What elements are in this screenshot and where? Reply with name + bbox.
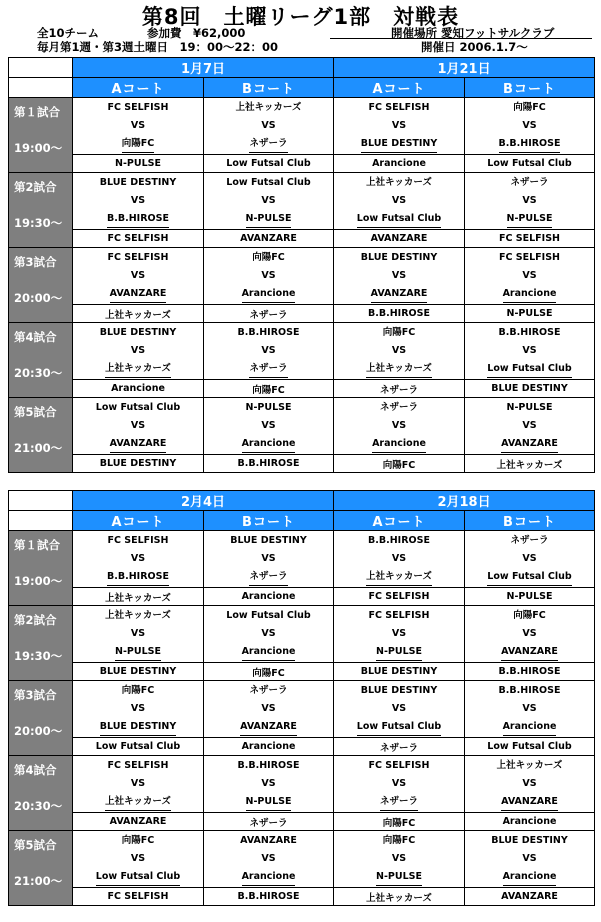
home-team: FC SELFISH (368, 760, 430, 771)
vs-label: VS (261, 270, 276, 281)
match-cell (465, 323, 595, 380)
match-cell (334, 98, 465, 155)
vs-label: VS (522, 345, 537, 356)
home-team: 向陽FC (513, 102, 546, 113)
vs-label: VS (391, 420, 407, 431)
vs-label: VS (522, 270, 537, 281)
vs-label: VS (391, 628, 407, 639)
home-team: BLUE DESTINY (230, 535, 307, 546)
away-team: Low Futsal Club (357, 718, 441, 736)
vs-label: VS (130, 703, 146, 714)
game-time: 20:00～ (14, 724, 63, 738)
referee-team: 向陽FC (334, 455, 465, 473)
match-cell (334, 323, 465, 380)
vs-label: VS (522, 853, 537, 864)
match-cell (73, 756, 204, 813)
start-date-info: 開催日 2006.1.7～ (421, 40, 528, 54)
home-team: 向陽FC (121, 835, 155, 846)
referee-team: N-PULSE (73, 155, 204, 173)
home-team: N-PULSE (506, 402, 553, 413)
date-header: 2月18日 (334, 491, 595, 511)
away-team: Low Futsal Club (357, 210, 441, 228)
referee-team: 上社キッカーズ (334, 888, 465, 906)
away-team: AVANZARE (501, 435, 558, 453)
vs-label: VS (130, 778, 146, 789)
vs-label: VS (261, 628, 276, 639)
referee-team: Low Futsal Club (465, 155, 595, 173)
home-team: B.B.HIROSE (237, 327, 300, 338)
away-team: AVANZARE (110, 435, 167, 453)
game-label (9, 756, 73, 831)
referee-team: AVANZARE (73, 813, 204, 831)
vs-label: VS (391, 778, 407, 789)
corner-cell (9, 491, 73, 511)
referee-team: ネザーラ (204, 813, 334, 831)
vs-label: VS (261, 120, 276, 131)
match-cell (334, 248, 465, 305)
match-cell (73, 248, 204, 305)
vs-label: VS (261, 195, 276, 206)
home-team: B.B.HIROSE (498, 685, 561, 696)
game-name: 第5試合 (14, 838, 57, 852)
vs-label: VS (130, 420, 146, 431)
away-team: 上社キッカーズ (105, 793, 171, 811)
vs-label: VS (522, 195, 537, 206)
home-team: BLUE DESTINY (360, 252, 438, 263)
referee-team: B.B.HIROSE (204, 888, 334, 906)
game-label (9, 831, 73, 906)
away-team: Arancione (372, 435, 426, 453)
away-team: AVANZARE (501, 643, 558, 661)
match-cell (204, 831, 334, 888)
away-team: B.B.HIROSE (499, 135, 561, 153)
corner-cell (9, 78, 73, 98)
referee-team: BLUE DESTINY (465, 380, 595, 398)
game-name: 第5試合 (14, 405, 57, 419)
game-name: 第3試合 (14, 255, 57, 269)
game-name: 第１試合 (14, 538, 60, 552)
team-count: 全10チーム (37, 26, 100, 40)
game-time: 21:00～ (14, 441, 63, 455)
vs-label: VS (391, 195, 407, 206)
match-cell (204, 681, 334, 738)
home-team: BLUE DESTINY (360, 685, 438, 696)
match-cell (334, 531, 465, 588)
game-name: 第2試合 (14, 613, 57, 627)
away-team: AVANZARE (240, 718, 297, 736)
home-team: N-PULSE (245, 402, 292, 413)
referee-team: FC SELFISH (73, 230, 204, 248)
home-team: 上社キッカーズ (496, 760, 563, 771)
match-cell (204, 323, 334, 380)
game-label (9, 98, 73, 173)
referee-team: ネザーラ (334, 738, 465, 756)
away-team: N-PULSE (246, 793, 292, 811)
corner-cell (9, 58, 73, 78)
home-team: Low Futsal Club (95, 402, 181, 413)
home-team: ネザーラ (510, 177, 549, 188)
game-label (9, 531, 73, 606)
referee-team: 上社キッカーズ (465, 455, 595, 473)
home-team: 向陽FC (513, 610, 546, 621)
referee-team: AVANZARE (465, 888, 595, 906)
vs-label: VS (391, 270, 407, 281)
referee-team: 向陽FC (204, 663, 334, 681)
away-team: ネザーラ (249, 135, 287, 153)
game-label (9, 173, 73, 248)
game-name: 第4試合 (14, 763, 57, 777)
referee-team: BLUE DESTINY (73, 455, 204, 473)
vs-label: VS (130, 628, 146, 639)
court-header: Bコート (465, 511, 595, 531)
schedule-info: 毎月第1週・第3週土曜日 19：00～22：00 (37, 40, 279, 54)
court-header: Bコート (465, 78, 595, 98)
match-cell (204, 248, 334, 305)
home-team: Low Futsal Club (226, 177, 311, 188)
home-team: B.B.HIROSE (498, 327, 561, 338)
away-team: ネザーラ (249, 568, 287, 586)
away-team: BLUE DESTINY (361, 135, 438, 153)
match-cell (465, 606, 595, 663)
referee-team: AVANZARE (204, 230, 334, 248)
referee-team: AVANZARE (334, 230, 465, 248)
vs-label: VS (261, 778, 276, 789)
game-name: 第4試合 (14, 330, 57, 344)
away-team: BLUE DESTINY (100, 718, 177, 736)
referee-team: Arancione (204, 588, 334, 606)
referee-team: Arancione (334, 155, 465, 173)
vs-label: VS (261, 703, 276, 714)
vs-label: VS (130, 345, 146, 356)
entry-fee: 参加費 ¥62,000 (147, 26, 246, 40)
vs-label: VS (261, 553, 276, 564)
vs-label: VS (130, 270, 146, 281)
home-team: FC SELFISH (499, 252, 560, 263)
vs-label: VS (522, 553, 537, 564)
court-header: Aコート (73, 511, 204, 531)
game-time: 19:30～ (14, 216, 63, 230)
schedule-table-2 (8, 490, 595, 906)
referee-team: Low Futsal Club (204, 155, 334, 173)
vs-label: VS (261, 853, 276, 864)
away-team: Low Futsal Club (96, 868, 180, 886)
referee-team: ネザーラ (204, 305, 334, 323)
home-team: B.B.HIROSE (237, 760, 300, 771)
home-team: BLUE DESTINY (99, 327, 177, 338)
vs-label: VS (130, 195, 146, 206)
home-team: 上社キッカーズ (366, 177, 432, 188)
date-header: 1月21日 (334, 58, 595, 78)
game-label (9, 323, 73, 398)
referee-team: ネザーラ (334, 380, 465, 398)
away-team: AVANZARE (501, 793, 558, 811)
home-team: B.B.HIROSE (368, 535, 430, 546)
referee-team: 上社キッカーズ (73, 305, 204, 323)
referee-team: N-PULSE (465, 588, 595, 606)
away-team: N-PULSE (507, 210, 553, 228)
away-team: 上社キッカーズ (366, 360, 432, 378)
referee-team: Arancione (73, 380, 204, 398)
header-rule (330, 38, 592, 39)
game-time: 19:00～ (14, 141, 63, 155)
match-cell (73, 681, 204, 738)
vs-label: VS (391, 345, 407, 356)
match-cell (334, 398, 465, 455)
vs-label: VS (522, 420, 537, 431)
vs-label: VS (261, 345, 276, 356)
match-cell (204, 756, 334, 813)
home-team: 上社キッカーズ (235, 102, 302, 113)
away-team: B.B.HIROSE (107, 568, 169, 586)
home-team: 上社キッカーズ (105, 610, 171, 621)
home-team: FC SELFISH (107, 760, 169, 771)
vs-label: VS (522, 778, 537, 789)
away-team: 上社キッカーズ (105, 360, 171, 378)
court-header: Bコート (204, 78, 334, 98)
match-cell (465, 531, 595, 588)
home-team: FC SELFISH (107, 252, 169, 263)
away-team: B.B.HIROSE (107, 210, 169, 228)
game-time: 20:30～ (14, 799, 63, 813)
match-cell (204, 98, 334, 155)
match-cell (204, 531, 334, 588)
match-cell (73, 323, 204, 380)
referee-team: 上社キッカーズ (73, 588, 204, 606)
match-cell (465, 98, 595, 155)
home-team: AVANZARE (240, 835, 297, 846)
referee-team: BLUE DESTINY (334, 663, 465, 681)
vs-label: VS (261, 420, 276, 431)
match-cell (334, 831, 465, 888)
home-team: FC SELFISH (107, 102, 169, 113)
home-team: FC SELFISH (107, 535, 169, 546)
match-cell (204, 606, 334, 663)
referee-team: FC SELFISH (334, 588, 465, 606)
vs-label: VS (391, 120, 407, 131)
away-team: ネザーラ (249, 360, 287, 378)
home-team: 向陽FC (121, 685, 155, 696)
vs-label: VS (391, 553, 407, 564)
away-team: ネザーラ (380, 793, 418, 811)
game-time: 21:00～ (14, 874, 63, 888)
home-team: BLUE DESTINY (99, 177, 177, 188)
corner-cell (9, 511, 73, 531)
date-header: 2月4日 (73, 491, 334, 511)
vs-label: VS (391, 853, 407, 864)
vs-label: VS (522, 703, 537, 714)
home-team: ネザーラ (249, 685, 288, 696)
court-header: Aコート (73, 78, 204, 98)
away-team: Arancione (503, 285, 557, 303)
home-team: 向陽FC (382, 327, 416, 338)
game-time: 19:00～ (14, 574, 63, 588)
home-team: ネザーラ (379, 402, 418, 413)
home-team: ネザーラ (510, 535, 549, 546)
away-team: AVANZARE (110, 285, 167, 303)
game-label (9, 248, 73, 323)
match-cell (73, 606, 204, 663)
home-team: Low Futsal Club (226, 610, 311, 621)
game-label (9, 681, 73, 756)
match-cell (204, 398, 334, 455)
away-team: 向陽FC (122, 135, 154, 153)
court-header: Aコート (334, 78, 465, 98)
game-name: 第3試合 (14, 688, 57, 702)
match-cell (73, 398, 204, 455)
game-time: 20:30～ (14, 366, 63, 380)
away-team: AVANZARE (371, 285, 428, 303)
away-team: 上社キッカーズ (366, 568, 432, 586)
game-time: 20:00～ (14, 291, 63, 305)
match-cell (465, 248, 595, 305)
vs-label: VS (522, 120, 537, 131)
vs-label: VS (130, 853, 146, 864)
game-label (9, 606, 73, 681)
away-team: Arancione (242, 643, 296, 661)
match-cell (334, 173, 465, 230)
referee-team: BLUE DESTINY (73, 663, 204, 681)
vs-label: VS (130, 553, 146, 564)
page-title: 第8回 土曜リーグ1部 対戦表 (141, 5, 460, 29)
home-team: 向陽FC (252, 252, 285, 263)
match-cell (204, 173, 334, 230)
game-time: 19:30～ (14, 649, 63, 663)
away-team: Low Futsal Club (487, 568, 571, 586)
referee-team: FC SELFISH (465, 230, 595, 248)
referee-team: Low Futsal Club (73, 738, 204, 756)
referee-team: Low Futsal Club (465, 738, 595, 756)
match-cell (465, 398, 595, 455)
home-team: FC SELFISH (368, 102, 430, 113)
court-header: Bコート (204, 511, 334, 531)
match-cell (465, 756, 595, 813)
referee-team: Arancione (204, 738, 334, 756)
away-team: Arancione (242, 285, 296, 303)
away-team: Arancione (242, 868, 296, 886)
away-team: N-PULSE (376, 868, 422, 886)
match-cell (465, 173, 595, 230)
match-cell (73, 831, 204, 888)
match-cell (334, 606, 465, 663)
schedule-table-1 (8, 57, 595, 473)
match-cell (334, 681, 465, 738)
game-name: 第2試合 (14, 180, 57, 194)
court-header: Aコート (334, 511, 465, 531)
referee-team: B.B.HIROSE (334, 305, 465, 323)
date-header: 1月7日 (73, 58, 334, 78)
match-cell (73, 173, 204, 230)
referee-team: 向陽FC (334, 813, 465, 831)
away-team: Arancione (503, 718, 557, 736)
referee-team: FC SELFISH (73, 888, 204, 906)
referee-team: N-PULSE (465, 305, 595, 323)
away-team: Arancione (503, 868, 557, 886)
home-team: BLUE DESTINY (491, 835, 568, 846)
away-team: Arancione (242, 435, 296, 453)
away-team: N-PULSE (376, 643, 422, 661)
match-cell (73, 98, 204, 155)
referee-team: 向陽FC (204, 380, 334, 398)
referee-team: B.B.HIROSE (465, 663, 595, 681)
referee-team: Arancione (465, 813, 595, 831)
vs-label: VS (522, 628, 537, 639)
away-team: N-PULSE (115, 643, 161, 661)
game-label (9, 398, 73, 473)
away-team: Low Futsal Club (487, 360, 571, 378)
match-cell (334, 756, 465, 813)
match-cell (465, 831, 595, 888)
venue-info: 開催場所 愛知フットサルクラブ (391, 26, 555, 40)
home-team: FC SELFISH (368, 610, 430, 621)
vs-label: VS (130, 120, 146, 131)
vs-label: VS (391, 703, 407, 714)
home-team: 向陽FC (382, 835, 416, 846)
match-cell (73, 531, 204, 588)
referee-team: B.B.HIROSE (204, 455, 334, 473)
game-name: 第１試合 (14, 105, 60, 119)
match-cell (465, 681, 595, 738)
away-team: N-PULSE (246, 210, 292, 228)
